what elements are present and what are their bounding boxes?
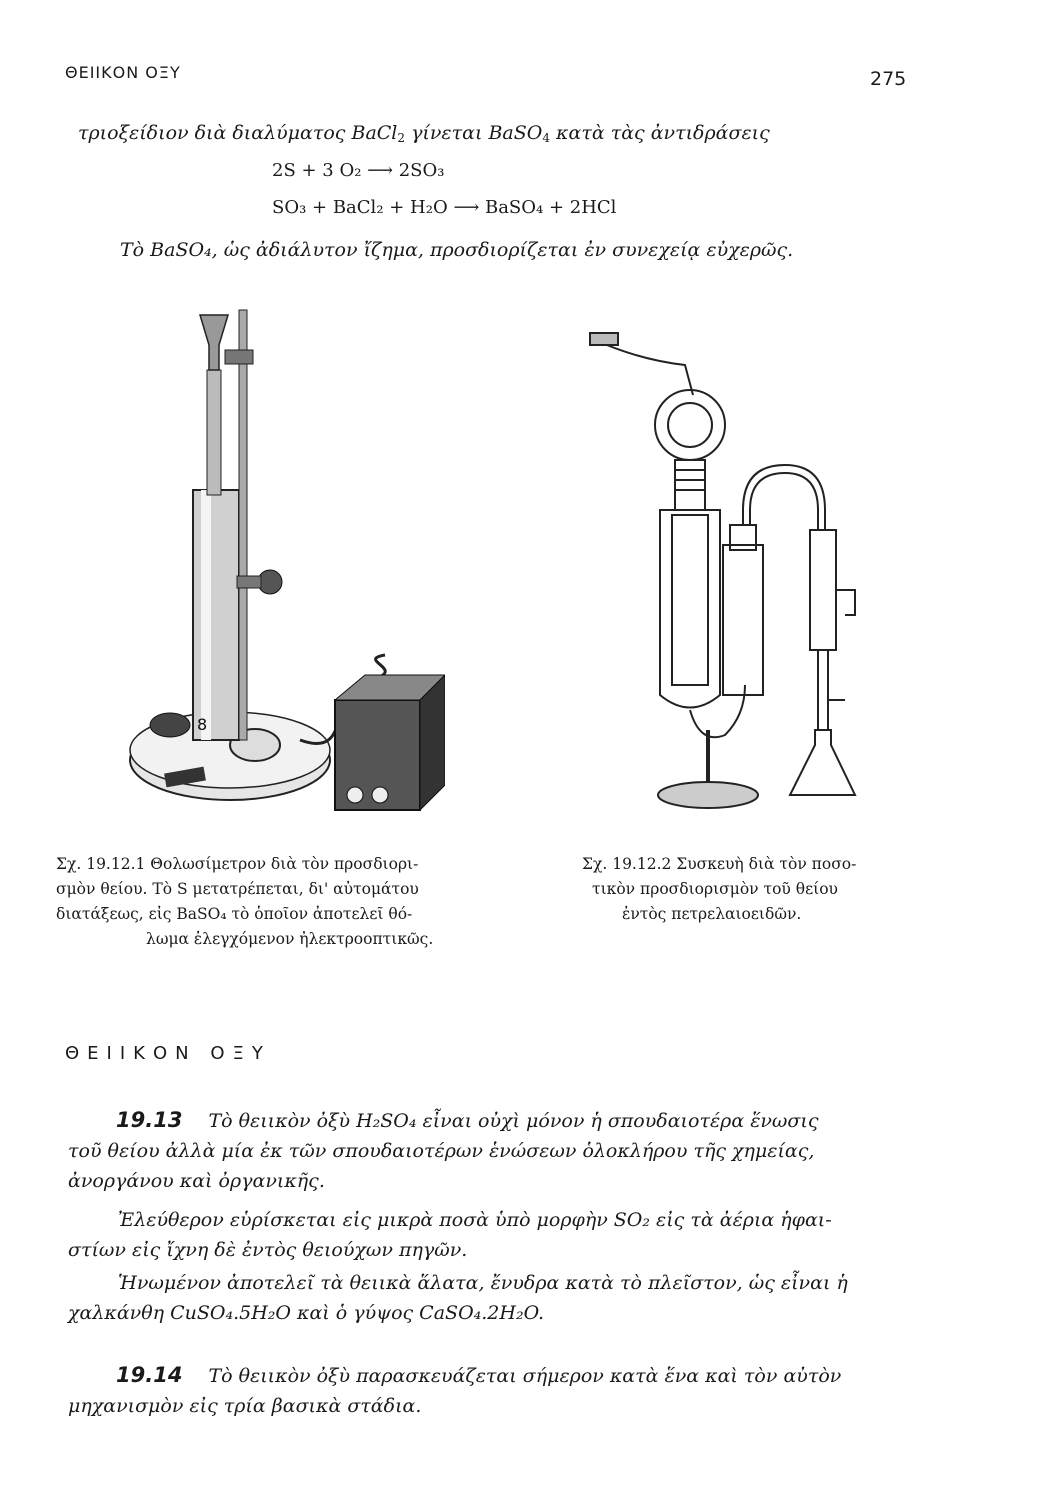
intro-text-2: γίνεται BaSO bbox=[405, 122, 543, 144]
paragraph-line: μηχανισμὸν εἰς τρία βασικὰ στάδια. bbox=[68, 1395, 422, 1417]
paragraph-number: 19.13 bbox=[116, 1108, 183, 1132]
page-number: 275 bbox=[870, 68, 907, 90]
figure-1-caption-line: Σχ. 19.12.1 Θολωσίμετρον διὰ τὸν προσδιορι- bbox=[56, 855, 419, 873]
paragraph-line bbox=[68, 1360, 948, 1391]
intro-sub-1: 2 bbox=[397, 131, 406, 145]
svg-text:8: 8 bbox=[197, 715, 208, 734]
paragraph-number: 19.14 bbox=[116, 1363, 183, 1387]
figure-2-caption bbox=[582, 852, 922, 927]
paragraph-text: Τὸ θειικὸν ὀξὺ H₂SO₄ εἶναι οὐχὶ μόνον ἡ σπουδαιοτέρα ἕνωσις bbox=[208, 1110, 819, 1132]
running-title: ΘΕΙΙΚΟΝ ΟΞΥ bbox=[65, 63, 181, 82]
paragraph-19-14 bbox=[68, 1360, 948, 1421]
paragraph-free-state bbox=[68, 1205, 948, 1265]
figure-2-caption-line: τικὸν προσδιορισμὸν τοῦ θείου bbox=[592, 880, 838, 898]
after-equation-line: Τὸ BaSO₄, ὡς ἀδιάλυτον ἴζημα, προσδιορίζεται ἐν συνεχείᾳ εὐχερῶς. bbox=[120, 239, 794, 261]
paragraph-text: Τὸ θειικὸν ὀξὺ παρασκευάζεται σήμερον κατὰ ἕνα καὶ τὸν αὐτὸν bbox=[208, 1365, 842, 1387]
paragraph-line: ἀνοργάνου καὶ ὀργανικῆς. bbox=[68, 1170, 325, 1192]
figure-1-caption-line: σμὸν θείου. Τὸ S μετατρέπεται, δι' αὐτομάτου bbox=[56, 880, 419, 898]
figure-1-caption-line: λωμα ἐλεγχόμενον ἠλεκτροοπτικῶς. bbox=[146, 930, 434, 948]
intro-text-1: τριοξείδιον διὰ διαλύματος BaCl bbox=[78, 122, 398, 144]
paragraph-line bbox=[68, 1105, 948, 1136]
equation-1: 2S + 3 O₂ ⟶ 2SO₃ bbox=[272, 160, 445, 181]
paragraph-line: χαλκάνθη CuSO₄.5H₂O καὶ ὁ γύψος CaSO₄.2H₂O. bbox=[68, 1302, 545, 1324]
section-title: ΘΕΙΙΚΟΝ ΟΞΥ bbox=[65, 1043, 271, 1064]
turbidimeter-illustration bbox=[125, 300, 445, 830]
intro-line bbox=[78, 120, 770, 151]
figure-1-caption-line: διατάξεως, εἰς BaSO₄ τὸ ὁποῖον ἀποτελεῖ θό- bbox=[56, 905, 413, 923]
paragraph-combined-state bbox=[68, 1268, 948, 1328]
paragraph-line: τοῦ θείου ἀλλὰ μία ἐκ τῶν σπουδαιοτέρων ἑνώσεων ὁλοκλήρου τῆς χημείας, bbox=[68, 1140, 815, 1162]
paragraph-line: στίων εἰς ἴχνη δὲ ἐντὸς θειούχων πηγῶν. bbox=[68, 1239, 468, 1261]
figure-2-caption-line: ἐντὸς πετρελαιοειδῶν. bbox=[622, 905, 802, 923]
paragraph-19-13 bbox=[68, 1105, 948, 1196]
figure-1-caption bbox=[56, 852, 496, 952]
glass-apparatus-illustration bbox=[560, 315, 890, 815]
paragraph-line: Ἡνωμένον ἀποτελεῖ τὰ θειικὰ ἅλατα, ἔνυδρα κατὰ τὸ πλεῖστον, ὡς εἶναι ἡ bbox=[118, 1272, 848, 1294]
figure-2-caption-line: Σχ. 19.12.2 Συσκευὴ διὰ τὸν ποσο- bbox=[582, 855, 857, 873]
intro-sub-2: 4 bbox=[542, 131, 550, 145]
intro-text-3: κατὰ τὰς ἀντιδράσεις bbox=[549, 122, 770, 144]
paragraph-line: Ἐλεύθερον εὑρίσκεται εἰς μικρὰ ποσὰ ὑπὸ μορφὴν SO₂ εἰς τὰ ἀέρια ἡφαι- bbox=[118, 1209, 832, 1231]
equation-2: SO₃ + BaCl₂ + H₂O ⟶ BaSO₄ + 2HCl bbox=[272, 197, 617, 218]
